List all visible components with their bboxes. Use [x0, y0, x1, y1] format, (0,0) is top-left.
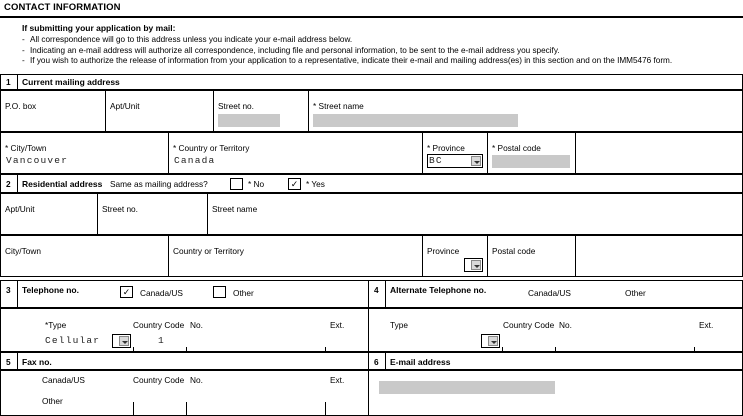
- residential-row-1: [0, 193, 743, 235]
- mail-notice-lead: If submitting your application by mail:: [22, 23, 176, 33]
- alt-telephone-type-dropdown[interactable]: [481, 334, 500, 348]
- label-street-name-mailing: * Street name: [313, 101, 364, 111]
- same-as-mailing-yes-checkbox[interactable]: ✓: [288, 178, 301, 190]
- telephone-type-dropdown[interactable]: [112, 334, 131, 348]
- mail-notice-bullet-1: - All correspondence will go to this address unless you indicate your e-mail address below.: [22, 35, 353, 44]
- chevron-down-icon[interactable]: [119, 336, 129, 346]
- postal-code-input[interactable]: [492, 155, 570, 168]
- label-province-mailing: * Province: [427, 143, 465, 153]
- same-as-mailing-no-checkbox[interactable]: [230, 178, 243, 190]
- label-postal-residential: Postal code: [492, 246, 536, 256]
- chevron-down-icon[interactable]: [471, 156, 481, 166]
- label-street-no-mailing: Street no.: [218, 101, 254, 111]
- city-input[interactable]: Vancouver: [6, 155, 69, 166]
- street-name-input[interactable]: [313, 114, 518, 127]
- same-as-mailing-no-label: * No: [248, 179, 265, 189]
- chevron-down-icon[interactable]: [471, 260, 481, 270]
- province-value: BC: [429, 155, 443, 166]
- label-street-no-residential: Street no.: [102, 204, 138, 214]
- label-country-residential: Country or Territory: [173, 246, 244, 256]
- label-po-box: P.O. box: [5, 101, 37, 111]
- label-apt-unit-mailing: Apt/Unit: [110, 101, 140, 111]
- label-country-mailing: * Country or Territory: [173, 143, 250, 153]
- section-5-number: 5: [6, 357, 11, 367]
- fax-other-label: Other: [42, 396, 63, 406]
- chevron-down-icon[interactable]: [488, 336, 498, 346]
- mailing-row-2: [0, 132, 743, 174]
- telephone-other-label: Other: [233, 288, 254, 298]
- section-2-title: Residential address: [22, 179, 103, 189]
- label-alt-telephone-ext: Ext.: [699, 320, 714, 330]
- label-city-mailing: * City/Town: [5, 143, 47, 153]
- mail-notice-bullet-3: - If you wish to authorize the release of information from your application to a representative, indicate their e-mail and mailing address(es) in this section and on the IMM5476 form.: [22, 56, 673, 65]
- section-5-6-header: [0, 352, 743, 370]
- section-3-title: Telephone no.: [22, 285, 79, 295]
- telephone-country-code-value[interactable]: 1: [158, 335, 165, 346]
- section-6-number: 6: [374, 357, 379, 367]
- label-telephone-country-code: Country Code: [133, 320, 185, 330]
- label-street-name-residential: Street name: [212, 204, 258, 214]
- label-postal-mailing: * Postal code: [492, 143, 541, 153]
- same-as-mailing-question: Same as mailing address?: [110, 179, 208, 189]
- alt-telephone-other-label: Other: [625, 288, 646, 298]
- section-1-number: 1: [6, 77, 11, 87]
- fax-canada-us-label: Canada/US: [42, 375, 85, 385]
- fax-email-body: [0, 370, 743, 416]
- label-fax-ext: Ext.: [330, 375, 345, 385]
- section-3-number: 3: [6, 285, 11, 295]
- label-telephone-type: *Type: [45, 320, 67, 330]
- residential-row-2: [0, 235, 743, 277]
- telephone-canada-us-label: Canada/US: [140, 288, 183, 298]
- alt-telephone-canada-us-label: Canada/US: [528, 288, 571, 298]
- section-5-title: Fax no.: [22, 357, 52, 367]
- street-no-input[interactable]: [218, 114, 280, 127]
- telephone-canada-us-checkbox[interactable]: ✓: [120, 286, 133, 298]
- label-apt-unit-residential: Apt/Unit: [5, 204, 35, 214]
- page-title: CONTACT INFORMATION: [4, 2, 121, 13]
- section-6-title: E-mail address: [390, 357, 451, 367]
- mail-notice-bullet-2: - Indicating an e-mail address will authorize all correspondence, including file and personal information, to be sent to the e-mail address you specify.: [22, 45, 560, 55]
- label-telephone-no: No.: [190, 320, 203, 330]
- label-city-residential: City/Town: [5, 246, 41, 256]
- label-alt-telephone-country-code: Country Code: [503, 320, 555, 330]
- province-residential-dropdown[interactable]: [464, 258, 483, 272]
- label-fax-country-code: Country Code: [133, 375, 185, 385]
- same-as-mailing-yes-label: * Yes: [306, 179, 325, 189]
- telephone-other-checkbox[interactable]: [213, 286, 226, 298]
- country-input[interactable]: Canada: [174, 155, 216, 166]
- label-fax-no: No.: [190, 375, 203, 385]
- label-alt-telephone-no: No.: [559, 320, 572, 330]
- email-address-input[interactable]: [379, 381, 555, 394]
- label-province-residential: Province: [427, 246, 460, 256]
- mail-notice: [0, 20, 743, 67]
- section-4-title: Alternate Telephone no.: [390, 285, 487, 295]
- label-alt-telephone-type: Type: [390, 320, 408, 330]
- title-divider: [0, 16, 743, 18]
- telephone-type-value: Cellular: [45, 335, 101, 346]
- label-telephone-ext: Ext.: [330, 320, 345, 330]
- section-1-title: Current mailing address: [22, 77, 120, 87]
- section-4-number: 4: [374, 285, 379, 295]
- section-2-number: 2: [6, 179, 11, 189]
